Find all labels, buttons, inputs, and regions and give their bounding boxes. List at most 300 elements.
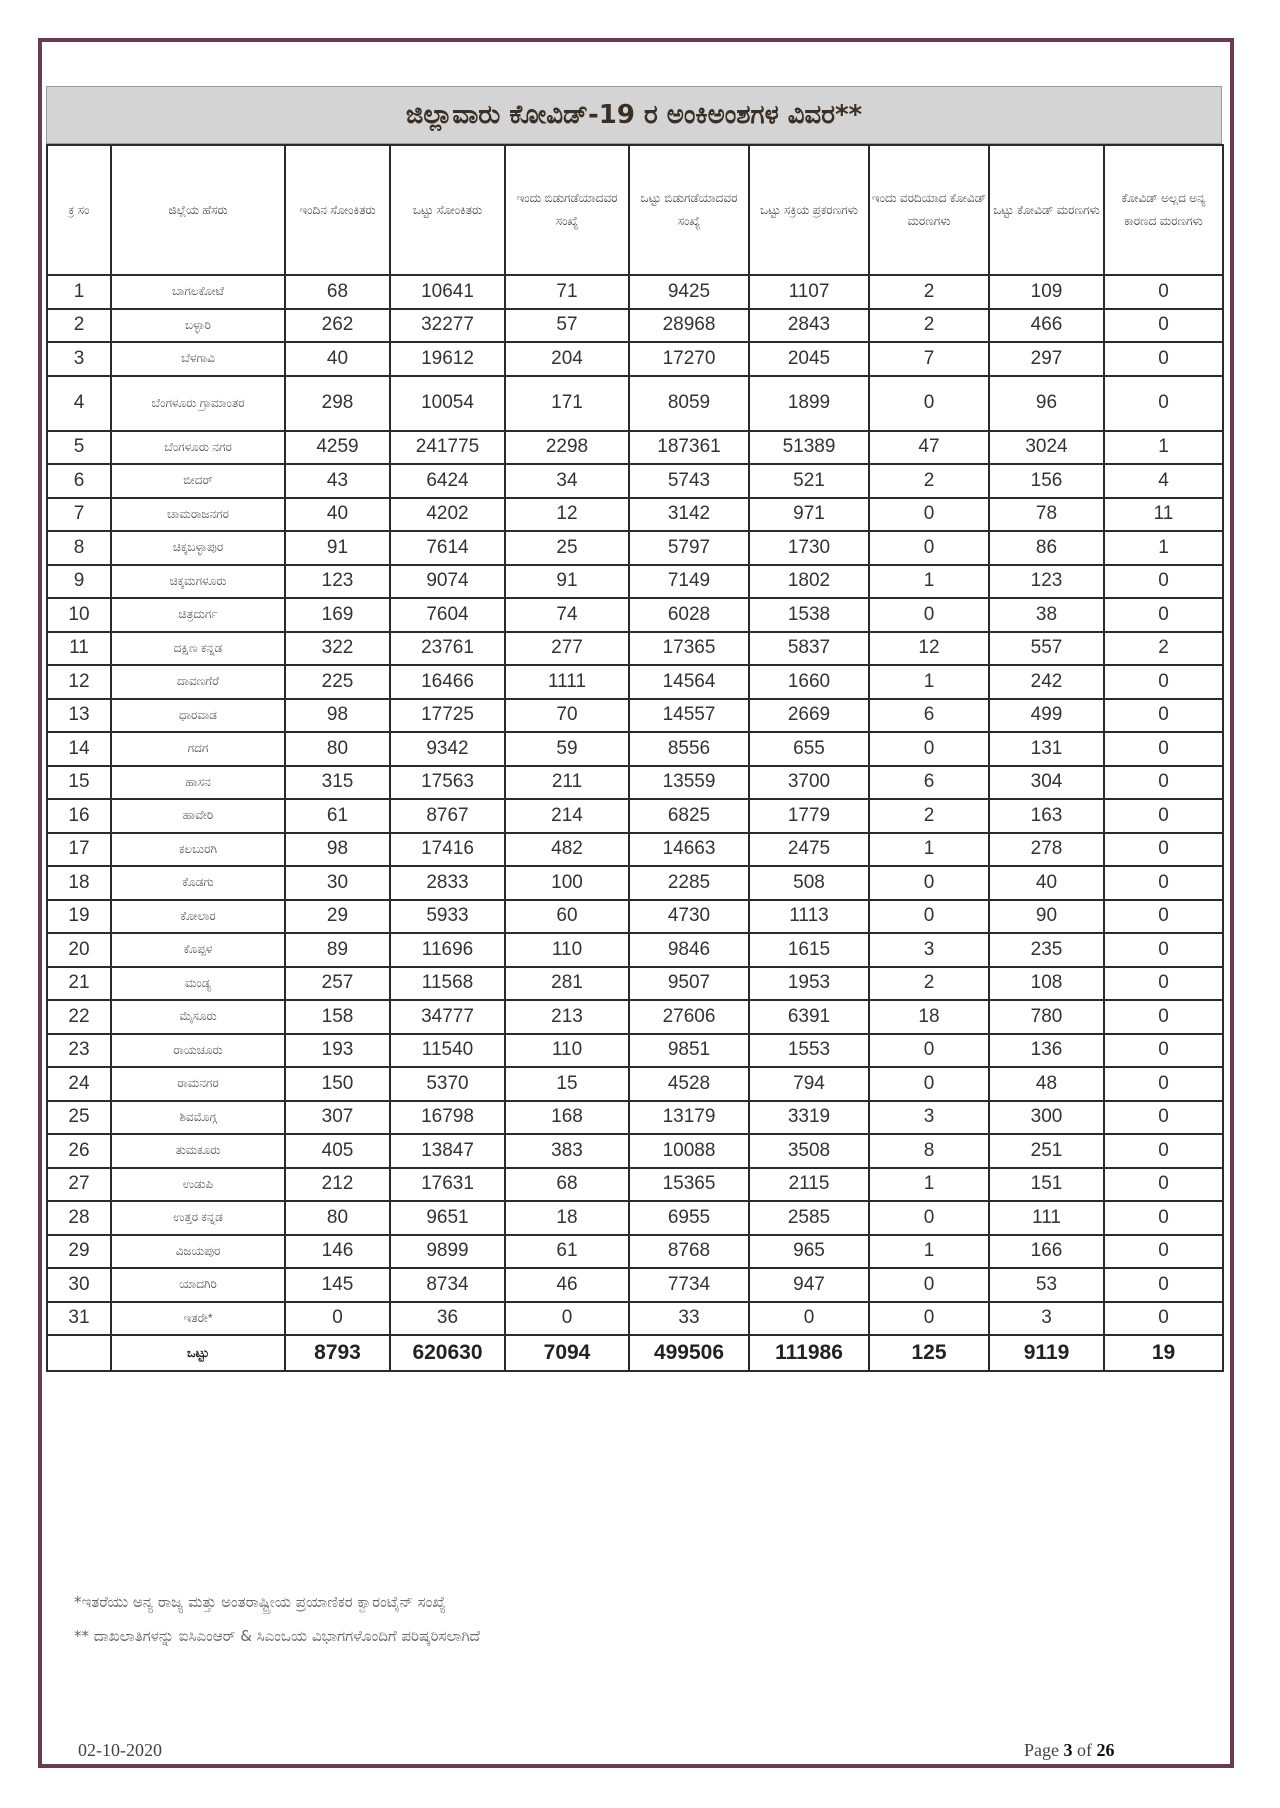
table-cell: 1802 <box>749 565 869 599</box>
district-name-cell: ವಿಜಯಪುರ <box>111 1235 285 1269</box>
table-cell: 0 <box>1104 1201 1223 1235</box>
table-cell: 15 <box>47 766 111 800</box>
table-row <box>47 732 1223 766</box>
table-cell: 91 <box>505 565 629 599</box>
table-cell: 0 <box>1104 275 1223 309</box>
district-name-cell: ಹಾವೇರಿ <box>111 799 285 833</box>
table-cell: 3 <box>869 1101 989 1135</box>
table-cell: 145 <box>285 1268 390 1302</box>
table-cell: 7149 <box>629 565 749 599</box>
table-cell: 96 <box>989 376 1104 431</box>
table-cell: 0 <box>869 498 989 532</box>
table-cell: 109 <box>989 275 1104 309</box>
page-number <box>1024 1740 1115 1761</box>
table-cell: 17631 <box>390 1168 505 1202</box>
table-cell: 158 <box>285 1000 390 1034</box>
total-cell: 19 <box>1104 1335 1223 1371</box>
table-cell: 1730 <box>749 531 869 565</box>
table-cell: 168 <box>505 1101 629 1135</box>
table-cell: 1107 <box>749 275 869 309</box>
table-cell: 71 <box>505 275 629 309</box>
table-cell: 25 <box>47 1101 111 1135</box>
table-cell: 0 <box>869 598 989 632</box>
table-cell: 5797 <box>629 531 749 565</box>
table-cell: 1 <box>47 275 111 309</box>
table-cell: 499 <box>989 699 1104 733</box>
table-cell: 7 <box>869 342 989 376</box>
table-cell: 4528 <box>629 1067 749 1101</box>
table-cell: 0 <box>1104 1134 1223 1168</box>
table-cell: 8767 <box>390 799 505 833</box>
table-cell: 0 <box>1104 699 1223 733</box>
table-cell: 150 <box>285 1067 390 1101</box>
table-cell: 235 <box>989 933 1104 967</box>
table-cell: 74 <box>505 598 629 632</box>
table-cell: 28 <box>47 1201 111 1235</box>
table-cell: 40 <box>285 498 390 532</box>
table-cell: 40 <box>989 866 1104 900</box>
table-cell: 30 <box>285 866 390 900</box>
table-cell: 0 <box>1104 900 1223 934</box>
table-cell: 0 <box>1104 309 1223 343</box>
table-cell: 466 <box>989 309 1104 343</box>
table-cell: 0 <box>1104 342 1223 376</box>
table-cell: 8 <box>47 531 111 565</box>
total-label-cell: ಒಟ್ಟು <box>111 1335 285 1371</box>
table-cell: 2843 <box>749 309 869 343</box>
table-cell: 14 <box>47 732 111 766</box>
table-row <box>47 1101 1223 1135</box>
column-header: ಇಂದು ಬಿಡುಗಡೆಯಾದವರ ಸಂಖ್ಯೆ <box>505 145 629 275</box>
table-cell: 2 <box>47 309 111 343</box>
table-row <box>47 1268 1223 1302</box>
table-row <box>47 1235 1223 1269</box>
table-cell: 0 <box>1104 1268 1223 1302</box>
table-cell: 15 <box>505 1067 629 1101</box>
district-name-cell: ಹಾಸನ <box>111 766 285 800</box>
table-row <box>47 1034 1223 1068</box>
table-cell: 89 <box>285 933 390 967</box>
table-cell: 1 <box>1104 531 1223 565</box>
table-cell: 211 <box>505 766 629 800</box>
table-cell: 0 <box>869 1268 989 1302</box>
table-cell: 251 <box>989 1134 1104 1168</box>
table-cell: 11696 <box>390 933 505 967</box>
table-cell: 34 <box>505 464 629 498</box>
table-cell: 0 <box>869 732 989 766</box>
table-cell: 60 <box>505 900 629 934</box>
column-header: ಒಟ್ಟು ಬಿಡುಗಡೆಯಾದವರ ಸಂಖ್ಯೆ <box>629 145 749 275</box>
table-cell: 61 <box>505 1235 629 1269</box>
table-cell: 3319 <box>749 1101 869 1135</box>
table-cell: 17365 <box>629 632 749 666</box>
table-cell: 51389 <box>749 431 869 465</box>
table-cell: 47 <box>869 431 989 465</box>
table-cell: 383 <box>505 1134 629 1168</box>
table-cell: 0 <box>869 376 989 431</box>
table-cell: 3024 <box>989 431 1104 465</box>
district-name-cell: ಶಿವಮೊಗ್ಗ <box>111 1101 285 1135</box>
column-header: ಇಂದಿನ ಸೋಂಕಿತರು <box>285 145 390 275</box>
page-of: of <box>1072 1740 1097 1760</box>
column-header: ಕೋವಿಡ್ ಅಲ್ಲದ ಅನ್ಯ ಕಾರಣದ ಮರಣಗಳು <box>1104 145 1223 275</box>
page-prefix: Page <box>1024 1740 1064 1760</box>
table-cell: 8734 <box>390 1268 505 1302</box>
table-row <box>47 1201 1223 1235</box>
table-row <box>47 431 1223 465</box>
table-cell: 13847 <box>390 1134 505 1168</box>
table-cell: 22 <box>47 1000 111 1034</box>
table-cell: 48 <box>989 1067 1104 1101</box>
table-cell: 12 <box>47 665 111 699</box>
table-row <box>47 866 1223 900</box>
table-cell: 27606 <box>629 1000 749 1034</box>
table-cell: 34777 <box>390 1000 505 1034</box>
table-row <box>47 632 1223 666</box>
table-cell: 12 <box>869 632 989 666</box>
table-cell: 1 <box>869 833 989 867</box>
table-cell: 1113 <box>749 900 869 934</box>
table-cell: 307 <box>285 1101 390 1135</box>
table-cell: 0 <box>505 1302 629 1336</box>
table-cell: 3 <box>989 1302 1104 1336</box>
table-cell: 166 <box>989 1235 1104 1269</box>
table-cell: 23 <box>47 1034 111 1068</box>
table-cell: 86 <box>989 531 1104 565</box>
table-cell: 14557 <box>629 699 749 733</box>
table-cell: 4 <box>47 376 111 431</box>
table-cell: 3508 <box>749 1134 869 1168</box>
table-cell: 17725 <box>390 699 505 733</box>
table-cell: 16 <box>47 799 111 833</box>
table-cell: 0 <box>1104 1067 1223 1101</box>
table-cell: 2 <box>1104 632 1223 666</box>
table-row <box>47 967 1223 1001</box>
table-cell: 0 <box>1104 1168 1223 1202</box>
table-cell: 20 <box>47 933 111 967</box>
table-cell: 0 <box>869 1302 989 1336</box>
table-cell: 0 <box>869 1067 989 1101</box>
table-cell: 304 <box>989 766 1104 800</box>
table-cell: 11 <box>1104 498 1223 532</box>
column-header: ಒಟ್ಟು ಕೋವಿಡ್ ಮರಣಗಳು <box>989 145 1104 275</box>
table-cell: 9074 <box>390 565 505 599</box>
table-cell: 110 <box>505 1034 629 1068</box>
table-cell: 0 <box>1104 766 1223 800</box>
table-cell: 78 <box>989 498 1104 532</box>
table-cell: 24 <box>47 1067 111 1101</box>
table-row <box>47 531 1223 565</box>
table-cell: 14564 <box>629 665 749 699</box>
table-cell: 0 <box>869 1034 989 1068</box>
table-row <box>47 833 1223 867</box>
table-title: ಜಿಲ್ಲಾವಾರು ಕೋವಿಡ್-19 ರ ಅಂಕಿಅಂಶಗಳ ವಿವರ** <box>46 86 1222 144</box>
table-row <box>47 275 1223 309</box>
table-cell: 0 <box>869 866 989 900</box>
table-cell: 3700 <box>749 766 869 800</box>
table-cell: 68 <box>285 275 390 309</box>
table-row <box>47 598 1223 632</box>
table-cell: 5743 <box>629 464 749 498</box>
table-cell: 0 <box>869 1201 989 1235</box>
district-name-cell: ಬೆಂಗಳೂರು ನಗರ <box>111 431 285 465</box>
table-cell: 9 <box>47 565 111 599</box>
table-cell: 80 <box>285 732 390 766</box>
table-cell: 1111 <box>505 665 629 699</box>
footnote: ** ದಾಖಲಾತಿಗಳನ್ನು ಐಸಿಎಂಆರ್ & ಸಿಎಂಒಯ ವಿಭಾಗಗಳೊಂದಿಗೆ ಪರಿಷ್ಕರಿಸಲಾಗಿದೆ <box>74 1627 480 1645</box>
district-name-cell: ಯಾದಗಿರಿ <box>111 1268 285 1302</box>
table-cell: 1615 <box>749 933 869 967</box>
table-cell: 0 <box>1104 866 1223 900</box>
district-name-cell: ದಕ್ಷಿಣ ಕನ್ನಡ <box>111 632 285 666</box>
table-cell: 6 <box>869 766 989 800</box>
table-cell: 14663 <box>629 833 749 867</box>
column-header: ಒಟ್ಟು ಸಕ್ರಿಯ ಪ್ರಕರಣಗಳು <box>749 145 869 275</box>
table-cell: 1953 <box>749 967 869 1001</box>
table-cell: 2 <box>869 464 989 498</box>
table-cell: 18 <box>47 866 111 900</box>
table-cell: 3 <box>47 342 111 376</box>
table-cell: 1553 <box>749 1034 869 1068</box>
table-cell: 2 <box>869 309 989 343</box>
table-cell: 8 <box>869 1134 989 1168</box>
table-cell: 110 <box>505 933 629 967</box>
table-cell: 123 <box>285 565 390 599</box>
table-cell: 7614 <box>390 531 505 565</box>
table-cell: 8059 <box>629 376 749 431</box>
table-cell: 281 <box>505 967 629 1001</box>
table-row <box>47 699 1223 733</box>
table-cell: 30 <box>47 1268 111 1302</box>
table-cell: 80 <box>285 1201 390 1235</box>
district-name-cell: ಕೋಲಾರ <box>111 900 285 934</box>
table-cell: 7 <box>47 498 111 532</box>
total-cell <box>47 1335 111 1371</box>
table-cell: 90 <box>989 900 1104 934</box>
table-cell: 31 <box>47 1302 111 1336</box>
table-cell: 241775 <box>390 431 505 465</box>
table-cell: 212 <box>285 1168 390 1202</box>
table-row <box>47 464 1223 498</box>
table-cell: 780 <box>989 1000 1104 1034</box>
table-cell: 123 <box>989 565 1104 599</box>
table-cell: 9651 <box>390 1201 505 1235</box>
district-name-cell: ಬಾಗಲಕೋಟೆ <box>111 275 285 309</box>
table-cell: 4202 <box>390 498 505 532</box>
table-cell: 1660 <box>749 665 869 699</box>
total-cell: 125 <box>869 1335 989 1371</box>
table-row <box>47 1000 1223 1034</box>
table-row <box>47 342 1223 376</box>
table-cell: 70 <box>505 699 629 733</box>
total-cell: 8793 <box>285 1335 390 1371</box>
table-cell: 146 <box>285 1235 390 1269</box>
table-cell: 53 <box>989 1268 1104 1302</box>
table-cell: 0 <box>1104 565 1223 599</box>
table-cell: 19612 <box>390 342 505 376</box>
table-cell: 6424 <box>390 464 505 498</box>
table-row <box>47 900 1223 934</box>
table-cell: 2475 <box>749 833 869 867</box>
table-cell: 4 <box>1104 464 1223 498</box>
district-name-cell: ಕೊಡಗು <box>111 866 285 900</box>
district-name-cell: ಬೆಳಗಾವಿ <box>111 342 285 376</box>
table-cell: 23761 <box>390 632 505 666</box>
table-cell: 171 <box>505 376 629 431</box>
table-cell: 28968 <box>629 309 749 343</box>
table-cell: 1 <box>869 565 989 599</box>
district-covid-table <box>46 144 1224 1372</box>
table-cell: 6391 <box>749 1000 869 1034</box>
table-cell: 9851 <box>629 1034 749 1068</box>
table-cell: 29 <box>47 1235 111 1269</box>
table-cell: 4259 <box>285 431 390 465</box>
table-cell: 2298 <box>505 431 629 465</box>
district-name-cell: ಬೆಂಗಳೂರು ಗ್ರಾಮಾಂತರ <box>111 376 285 431</box>
district-name-cell: ಇತರೇ* <box>111 1302 285 1336</box>
table-cell: 204 <box>505 342 629 376</box>
table-cell: 2285 <box>629 866 749 900</box>
table-cell: 98 <box>285 699 390 733</box>
table-cell: 3 <box>869 933 989 967</box>
table-cell: 9846 <box>629 933 749 967</box>
table-cell: 9342 <box>390 732 505 766</box>
table-cell: 5 <box>47 431 111 465</box>
column-header: ಕ್ರ ಸಂ <box>47 145 111 275</box>
table-cell: 521 <box>749 464 869 498</box>
table-cell: 213 <box>505 1000 629 1034</box>
page-current: 3 <box>1063 1740 1073 1760</box>
table-row <box>47 376 1223 431</box>
table-cell: 15365 <box>629 1168 749 1202</box>
total-row <box>47 1335 1223 1371</box>
table-cell: 11 <box>47 632 111 666</box>
column-header: ಜಿಲ್ಲೆಯ ಹೆಸರು <box>111 145 285 275</box>
table-cell: 11540 <box>390 1034 505 1068</box>
table-cell: 7734 <box>629 1268 749 1302</box>
table-cell: 655 <box>749 732 869 766</box>
district-name-cell: ಕಲಬುರಗಿ <box>111 833 285 867</box>
table-header-row <box>47 145 1223 275</box>
table-cell: 25 <box>505 531 629 565</box>
table-cell: 26 <box>47 1134 111 1168</box>
table-cell: 12 <box>505 498 629 532</box>
table-cell: 33 <box>629 1302 749 1336</box>
table-cell: 17270 <box>629 342 749 376</box>
table-row <box>47 309 1223 343</box>
table-cell: 46 <box>505 1268 629 1302</box>
table-cell: 4730 <box>629 900 749 934</box>
table-cell: 0 <box>1104 1302 1223 1336</box>
page-total: 26 <box>1096 1740 1115 1760</box>
table-row <box>47 933 1223 967</box>
table-cell: 2 <box>869 799 989 833</box>
table-cell: 10088 <box>629 1134 749 1168</box>
table-cell: 0 <box>1104 376 1223 431</box>
district-name-cell: ಚಿಕ್ಕಬಳ್ಳಾಪುರ <box>111 531 285 565</box>
table-cell: 257 <box>285 967 390 1001</box>
table-cell: 57 <box>505 309 629 343</box>
district-name-cell: ಉಡುಪಿ <box>111 1168 285 1202</box>
table-cell: 10054 <box>390 376 505 431</box>
table-cell: 262 <box>285 309 390 343</box>
table-cell: 21 <box>47 967 111 1001</box>
column-header: ಇಂದು ವರದಿಯಾದ ಕೋವಿಡ್ ಮರಣಗಳು <box>869 145 989 275</box>
table-cell: 17416 <box>390 833 505 867</box>
table-cell: 111 <box>989 1201 1104 1235</box>
table-cell: 38 <box>989 598 1104 632</box>
table-cell: 0 <box>1104 1101 1223 1135</box>
table-cell: 36 <box>390 1302 505 1336</box>
table-cell: 9425 <box>629 275 749 309</box>
total-cell: 499506 <box>629 1335 749 1371</box>
district-name-cell: ಬೀದರ್ <box>111 464 285 498</box>
table-cell: 13179 <box>629 1101 749 1135</box>
table-cell: 10 <box>47 598 111 632</box>
table-cell: 277 <box>505 632 629 666</box>
table-cell: 0 <box>1104 1235 1223 1269</box>
table-cell: 947 <box>749 1268 869 1302</box>
table-row <box>47 565 1223 599</box>
table-cell: 214 <box>505 799 629 833</box>
table-cell: 18 <box>869 1000 989 1034</box>
table-cell: 2669 <box>749 699 869 733</box>
table-row <box>47 1302 1223 1336</box>
table-cell: 100 <box>505 866 629 900</box>
table-cell: 40 <box>285 342 390 376</box>
table-cell: 11568 <box>390 967 505 1001</box>
table-cell: 0 <box>1104 967 1223 1001</box>
district-name-cell: ರಾಯಚೂರು <box>111 1034 285 1068</box>
table-cell: 2 <box>869 275 989 309</box>
table-cell: 508 <box>749 866 869 900</box>
table-cell: 136 <box>989 1034 1104 1068</box>
district-name-cell: ಗದಗ <box>111 732 285 766</box>
district-name-cell: ಧಾರವಾಡ <box>111 699 285 733</box>
table-cell: 315 <box>285 766 390 800</box>
table-cell: 1 <box>869 1235 989 1269</box>
table-cell: 169 <box>285 598 390 632</box>
table-cell: 0 <box>1104 833 1223 867</box>
table-row <box>47 1134 1223 1168</box>
table-cell: 2045 <box>749 342 869 376</box>
table-cell: 7604 <box>390 598 505 632</box>
district-name-cell: ಮೈಸೂರು <box>111 1000 285 1034</box>
table-row <box>47 498 1223 532</box>
table-cell: 16466 <box>390 665 505 699</box>
table-cell: 98 <box>285 833 390 867</box>
table-cell: 0 <box>1104 1000 1223 1034</box>
table-cell: 91 <box>285 531 390 565</box>
table-cell: 9507 <box>629 967 749 1001</box>
district-name-cell: ಉತ್ತರ ಕನ್ನಡ <box>111 1201 285 1235</box>
total-cell: 9119 <box>989 1335 1104 1371</box>
table-cell: 0 <box>1104 799 1223 833</box>
footnotes <box>74 1585 480 1653</box>
table-cell: 8768 <box>629 1235 749 1269</box>
table-cell: 59 <box>505 732 629 766</box>
table-cell: 6825 <box>629 799 749 833</box>
total-cell: 620630 <box>390 1335 505 1371</box>
table-row <box>47 1168 1223 1202</box>
district-name-cell: ಬಳ್ಳಾರಿ <box>111 309 285 343</box>
table-cell: 5837 <box>749 632 869 666</box>
table-cell: 19 <box>47 900 111 934</box>
table-cell: 0 <box>1104 1034 1223 1068</box>
table-cell: 297 <box>989 342 1104 376</box>
column-header: ಒಟ್ಟು ಸೋಂಕಿತರು <box>390 145 505 275</box>
table-cell: 16798 <box>390 1101 505 1135</box>
